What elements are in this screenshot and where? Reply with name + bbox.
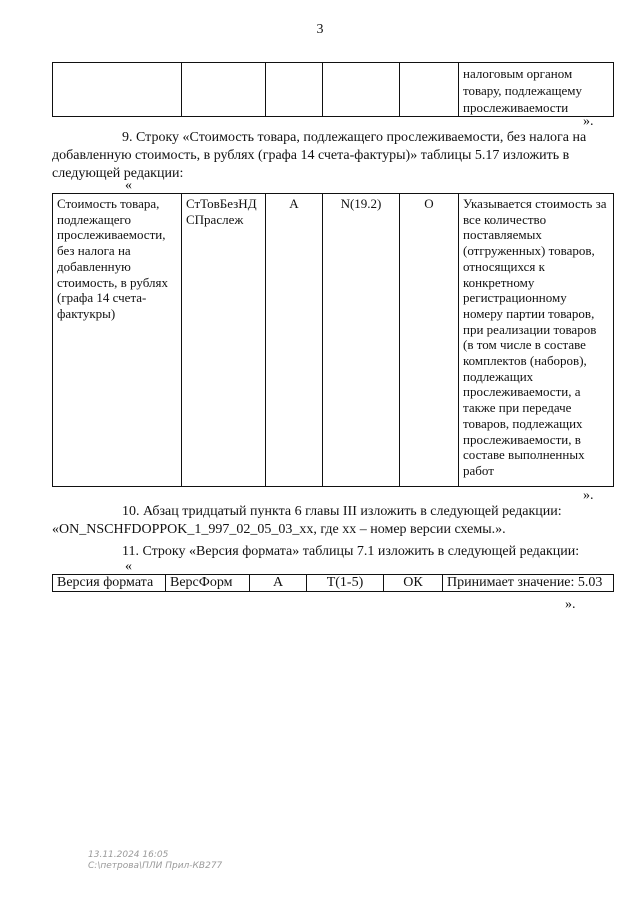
page-number: 3	[316, 22, 324, 37]
table-cost-row	[52, 193, 614, 487]
table-cell	[400, 63, 459, 117]
footer-file-path: С:\петрова\ПЛИ Прил-КВ277	[88, 861, 223, 871]
paragraph-item-11: 11. Строку «Версия формата» таблицы 7.1 изложить в следующей редакции:	[122, 544, 580, 559]
table-cell-type: А	[250, 575, 307, 592]
table-cell-description: Принимает значение: 5.03	[443, 575, 614, 592]
table-cell-mandatory: О	[400, 194, 459, 487]
closing-quote: ».	[583, 488, 594, 503]
table-row	[53, 63, 614, 117]
table-cell	[266, 63, 323, 117]
table-cell	[53, 63, 182, 117]
opening-quote: «	[125, 559, 132, 574]
closing-quote: ».	[583, 114, 594, 129]
table-cell-name: Версия формата	[53, 575, 166, 592]
table-row	[53, 194, 614, 487]
paragraph-item-9: 9. Строку «Стоимость товара, подлежащего прослеживаемости, без налога на добавленную стоимость, в рублях (графа 14 счета-фактуры)» таблицы 5.17 изложить в следующей редакции:	[52, 130, 587, 181]
table-top-fragment	[52, 62, 614, 117]
table-version-row	[52, 574, 614, 592]
table-cell	[323, 63, 400, 117]
closing-quote: ».	[565, 597, 576, 612]
table-cell-mandatory: ОК	[384, 575, 443, 592]
table-cell	[182, 63, 266, 117]
table-row	[53, 575, 614, 592]
table-cell-description: Указывается стоимость за все количество поставляемых (отгруженных) товаров, относящихся к конкретному регистрационному номеру партии товаров, при реализации товаров (в том числе в составе комплектов (наборов), подлежащих прослеживаемости, а также при передаче товаров, подлежащих прослеживаемости, в составе выполненных работ	[459, 194, 614, 487]
paragraph-item-10: 10. Абзац тридцатый пункта 6 главы III изложить в следующей редакции: «ON_NSCHFDOPPOK_1_997_02_05_03_xx, где xx – номер версии схемы.».	[52, 504, 562, 537]
table-cell-type: А	[266, 194, 323, 487]
table-cell-format: N(19.2)	[323, 194, 400, 487]
opening-quote: «	[125, 178, 132, 193]
table-cell-name: Стоимость товара, подлежащего прослеживаемости, без налога на добавленную стоимость, в рублях (графа 14 счета-фактукры)	[53, 194, 182, 487]
table-cell-description: налоговым органом товару, подлежащему прослеживаемости	[459, 63, 614, 117]
table-cell-tag: СтТовБезНДСПраслеж	[182, 194, 266, 487]
footer-timestamp: 13.11.2024 16:05	[88, 850, 169, 860]
table-cell-format: T(1-5)	[307, 575, 384, 592]
table-cell-tag: ВерсФорм	[166, 575, 250, 592]
